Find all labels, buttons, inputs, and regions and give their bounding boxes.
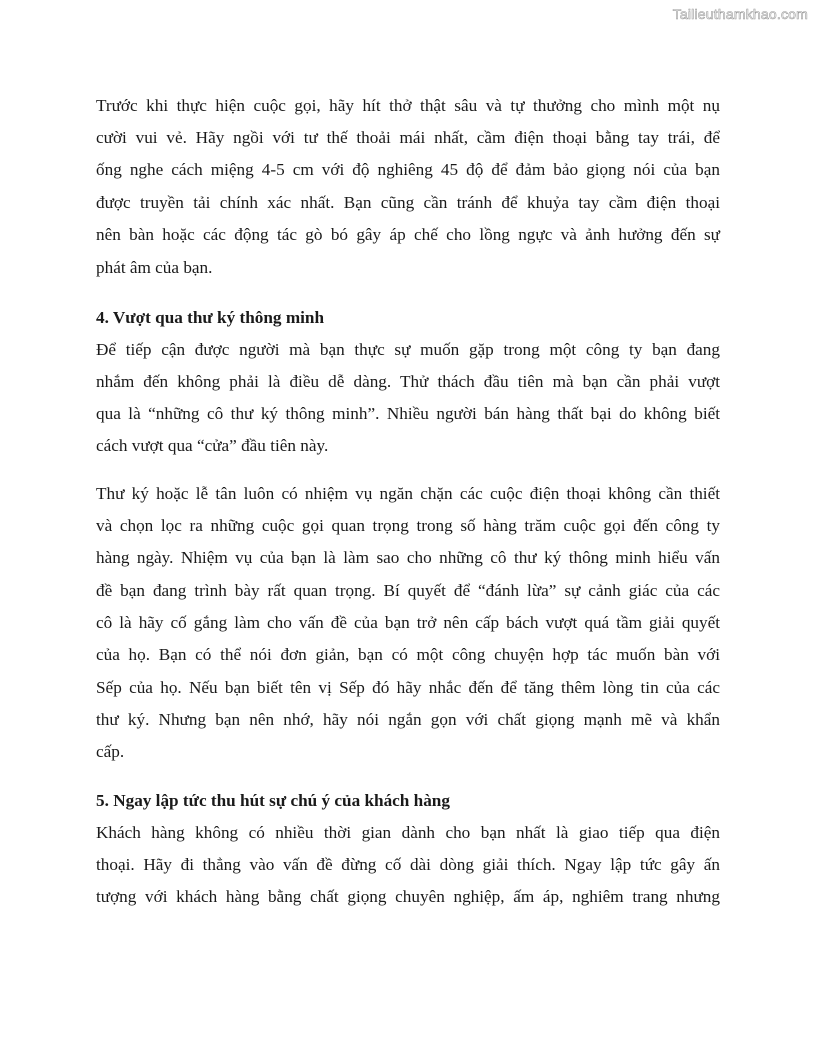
watermark-text: Tailieuthamkhao.com bbox=[672, 6, 808, 22]
text-line: Khách hàng không có nhiều thời gian dành cho bạn nhất là giao tiếp qua điện bbox=[96, 823, 720, 842]
text-line: hàng ngày. Nhiệm vụ của bạn là làm sao cho những cô thư ký thông minh hiểu vấn bbox=[96, 548, 720, 567]
section-heading-4: 4. Vượt qua thư ký thông minh bbox=[96, 308, 325, 327]
text-line: cười vui vẻ. Hãy ngồi với tư thế thoải mái nhất, cầm điện thoại bằng tay trái, để bbox=[96, 128, 720, 147]
text-line: đề bạn đang trình bày rất quan trọng. Bí quyết để “đánh lừa” sự cảnh giác của các bbox=[96, 581, 720, 600]
text-line: thư ký. Nhưng bạn nên nhớ, hãy nói ngắn gọn với chất giọng mạnh mẽ và khẩn bbox=[96, 710, 720, 729]
text-line: Sếp của họ. Nếu bạn biết tên vị Sếp đó hãy nhắc đến để tăng thêm lòng tin của các bbox=[96, 678, 720, 697]
text-line: cấp. bbox=[96, 742, 125, 761]
text-line: nhắm đến không phải là điều dễ dàng. Thử thách đầu tiên mà bạn cần phải vượt bbox=[96, 372, 720, 391]
text-line: qua là “những cô thư ký thông minh”. Nhiều người bán hàng thất bại do không biết bbox=[96, 404, 720, 423]
text-line: cô là hãy cố gắng làm cho vấn đề của bạn trở nên cấp bách vượt quá tầm giải quyết bbox=[96, 613, 720, 632]
text-line: ống nghe cách miệng 4-5 cm với độ nghiêng 45 độ để đảm bảo giọng nói của bạn bbox=[96, 160, 720, 179]
text-line: Trước khi thực hiện cuộc gọi, hãy hít thở thật sâu và tự thưởng cho mình một nụ bbox=[96, 96, 720, 115]
text-line: nên bàn hoặc các động tác gò bó gây áp chế cho lồng ngực và ảnh hưởng đến sự bbox=[96, 225, 720, 244]
text-line: thoại. Hãy đi thẳng vào vấn đề đừng cố dài dòng giải thích. Ngay lập tức gây ấn bbox=[96, 855, 720, 874]
text-line: được truyền tải chính xác nhất. Bạn cũng cần tránh để khuỷa tay cầm điện thoại bbox=[96, 193, 720, 212]
text-line: của họ. Bạn có thể nói đơn giản, bạn có một công chuyện hợp tác muốn bàn với bbox=[96, 645, 720, 664]
text-line: Để tiếp cận được người mà bạn thực sự muốn gặp trong một công ty bạn đang bbox=[96, 340, 720, 359]
text-line: phát âm của bạn. bbox=[96, 258, 213, 277]
text-line: tượng với khách hàng bằng chất giọng chuyên nghiệp, ấm áp, nghiêm trang nhưng bbox=[96, 887, 720, 906]
text-line: và chọn lọc ra những cuộc gọi quan trọng trong số hàng trăm cuộc gọi đến công ty bbox=[96, 516, 720, 535]
text-line: Thư ký hoặc lễ tân luôn có nhiệm vụ ngăn chặn các cuộc điện thoại không cần thiết bbox=[96, 484, 720, 503]
text-line: cách vượt qua “cửa” đầu tiên này. bbox=[96, 436, 329, 455]
section-heading-5: 5. Ngay lập tức thu hút sự chú ý của khách hàng bbox=[96, 791, 450, 810]
